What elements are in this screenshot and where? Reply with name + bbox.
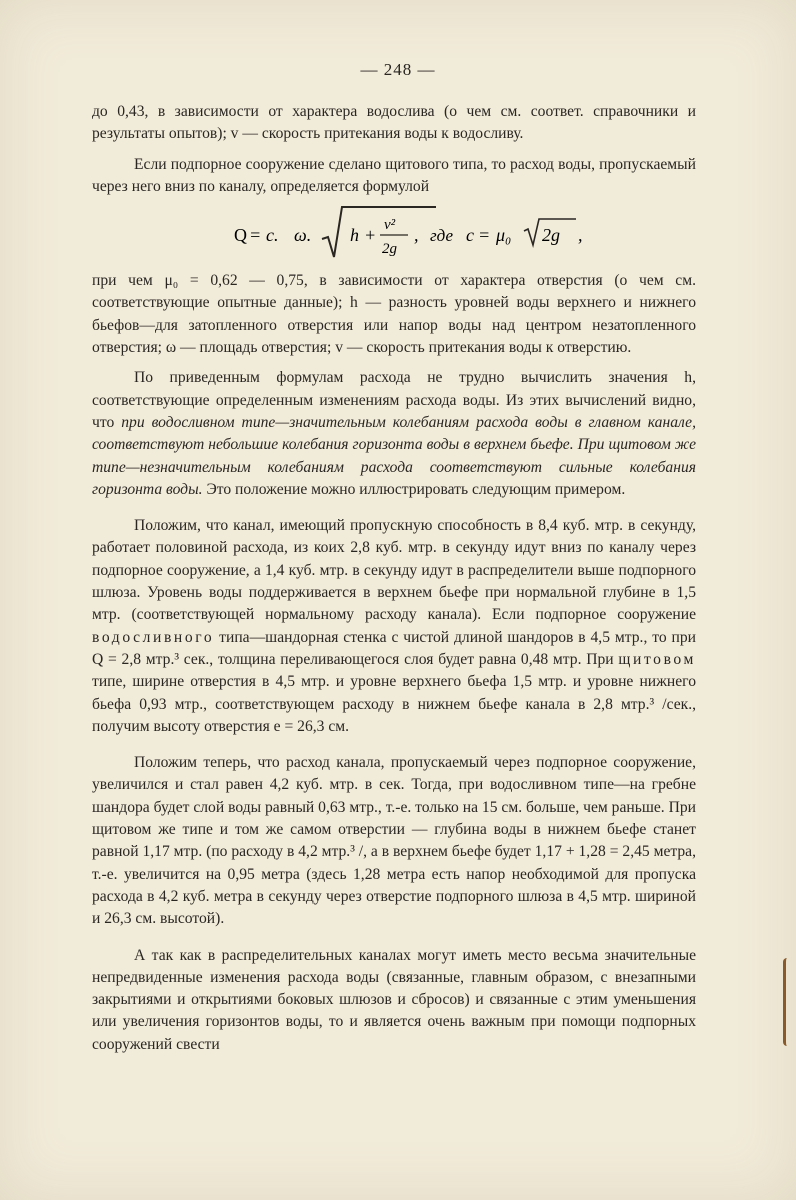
p5-text-e: типе, ширине отверстия в 4,5 мтр. и уровне верхнего бьефа 1,5 мтр. и уровне нижнего бьефа 0,93 мтр., соответствующем расходу в нижнем бьефе канала в 2,8 мтр.³ /сек., получим высоту отверстия e = 26,3 см.: [92, 673, 696, 735]
formula-v2: v²: [384, 217, 396, 234]
formula-c: c.: [266, 225, 279, 246]
formula-h: h: [350, 225, 359, 246]
p5-text-c: типа—шандорная стенка с чистой длиной шандоров в 4,5 мтр., то при Q = 2,8 мтр.³ сек., толщина переливающегося слоя будет равна 0,48 мтр. При: [92, 628, 696, 668]
radical-sign: [322, 207, 436, 257]
formula-2g: 2g: [382, 241, 397, 258]
p4-italic: при водосливном типе—значительным колебаниям расхода воды в главном канале, соответствуют небольшие колебания горизонта воды в верхнем бьефе. При щитовом же типе—незначительным колебаниям расхода соответствуют сильные колебания горизонта воды.: [92, 413, 696, 498]
p5-spaced-word-1: водосливного: [92, 628, 215, 646]
formula-c2: c: [466, 225, 474, 246]
formula-end: ,: [578, 225, 583, 246]
formula-sqrt2g: 2g: [542, 225, 560, 246]
paragraph-3: при чем μ₀ = 0,62 — 0,75, в зависимости от характера отверстия (о чем см. соответствующие опытные данные); h — разность уровней воды верхнего и нижнего бьефов—для затопленного отверстия или напор воды над центром незатопленного отверстия; ω — площадь отверстия; v — скорость притекания воды к отверстию.: [92, 272, 696, 357]
formula-eq2: =: [478, 225, 491, 246]
paragraph-1: до 0,43, в зависимости от характера водослива (о чем см. соответ. справочники и результаты опытов); v — скорость притекания воды к водосливу.: [92, 103, 696, 143]
flow-formula: [132, 198, 696, 270]
formula-plus: +: [364, 225, 377, 246]
p5-spaced-word-2: щитовом: [618, 650, 696, 668]
formula-eq: =: [249, 225, 262, 246]
formula-omega: ω.: [294, 225, 312, 246]
paragraph-5: [92, 515, 696, 738]
formula-q: Q: [234, 225, 247, 246]
p4-text-c: Это положение можно иллюстрировать следующим примером.: [202, 480, 626, 498]
paragraph-4: [92, 367, 696, 501]
p4-text-a: По приведенным формулам расхода не трудно вычислить значения h, соответствующие определенным изменениям расхода воды. Из этих вычислений видно, что: [92, 369, 696, 431]
p5-text-a: Положим, что канал, имеющий пропускную способность в 8,4 куб. мтр. в секунду, работает половиной расхода, из коих 2,8 куб. мтр. в секунду идут вниз по каналу через подпорное сооружение, а 1,4 куб. мтр. в секунду идут в распределители выше подпорного шлюза. Уровень воды поддерживается в верхнем бьефе при нормальной глубине в 1,5 мтр. (соответствующей нормальному расходу канала). Если подпорное сооружение: [92, 517, 696, 624]
margin-pencil-mark: [783, 958, 792, 1046]
formula-mu0: μ₀: [496, 225, 512, 246]
formula-comma: ,: [414, 225, 419, 246]
paragraph-6: Положим теперь, что расход канала, пропускаемый через подпорное сооружение, увеличился и стал равен 4,2 куб. мтр. в сек. Тогда, при водосливном типе—на гребне шандора будет слой воды равный 0,63 мтр., т.-е. только на 15 см. больше, чем раньше. При щитовом же типе и том же самом отверстии — глубина воды в нижнем бьефе станет равной 1,17 мтр. (по расходу в 4,2 мтр.³ /, а в верхнем бьефе будет 1,17 + 1,28 = 2,45 метра, т.-е. увеличится на 0,95 метра (здесь 1,28 метра есть напор необходимой для пропуска расхода в 4,2 куб. метра в секунду через отверстие подпорного шлюза в 4,5 мтр. шириной и 26,3 см. высотой).: [92, 754, 696, 928]
paragraph-2: Если подпорное сооружение сделано щитового типа, то расход воды, пропускаемый через него вниз по каналу, определяется формулой: [92, 155, 696, 195]
formula-where: где: [430, 226, 453, 246]
page-number: — 248 —: [360, 60, 436, 79]
body-text: [92, 101, 696, 1056]
formula-graphic: [204, 201, 624, 267]
paragraph-7: А так как в распределительных каналах могут иметь место весьма значительные непредвиденные изменения расхода воды (связанные, главным образом, с внезапными закрытиями и открытиями боковых шлюзов и сбросов) и связанные с этим уменьшения или увеличения горизонтов воды, то и является очень важным при помощи подпорных сооружений свести: [92, 946, 696, 1053]
